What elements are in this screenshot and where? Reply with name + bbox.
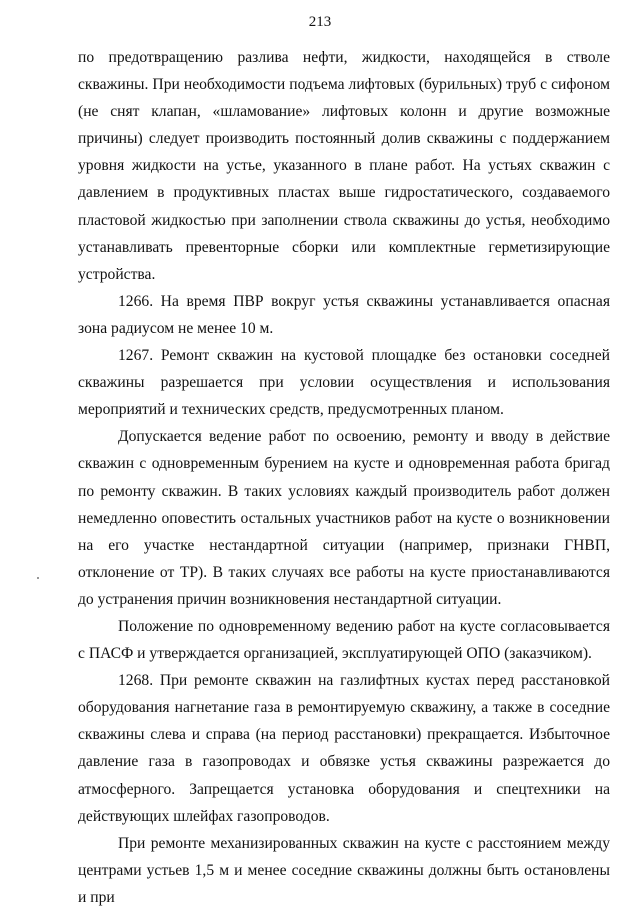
paragraph-simultaneous-work: Допускается ведение работ по освоению, ремонту и вводу в действие скважин с одновременным бурением на кусте и одновременная работа бригад по ремонту скважин. В таких условиях каждый производитель работ должен немедленно оповестить остальных участников работ на кусте о возникновении на его участке нестандартной ситуации (например, признаки ГНВП, отклонение от ТР). В таких случаях все работы на кусте приостанавливаются до устранения причин возникновения нестандартной ситуации. bbox=[78, 428, 610, 608]
paragraph-continuation: по предотвращению разлива нефти, жидкости, находящейся в стволе скважины. При необходимости подъема лифтовых (бурильных) труб с сифоном (не снят клапан, «шламование» лифтовых колонн и другие возможные причины) следует производить постоянный долив скважины с поддержанием уровня жидкости на устье, указанного в плане работ. На устьях скважин с давлением в продуктивных пластах выше гидростатического, создаваемого пластовой жидкостью при заполнении ствола скважины до устья, необходимо устанавливать превенторные сборки или комплектные герметизирующие устройства. bbox=[78, 49, 610, 283]
paragraph-1267: 1267. Ремонт скважин на кустовой площадке без остановки соседней скважины разрешается при условии осуществления и использования мероприятий и технических средств, предусмотренных планом. bbox=[78, 347, 610, 419]
paragraph-regulation-approval: Положение по одновременному ведению работ на кусте согласовывается с ПАСФ и утверждается организацией, эксплуатирующей ОПО (заказчиком). bbox=[78, 617, 610, 663]
paragraph-1268: 1268. При ремонте скважин на газлифтных кустах перед расстановкой оборудования нагнетание газа в ремонтируемую скважину, а также в соседние скважины слева и справа (на период расстановки) прекращается. Избыточное давление газа в газопроводах и обвязке устья скважины разрежается до атмосферного. Запрещается установка оборудования и спецтехники на действующих шлейфах газопроводов. bbox=[78, 672, 610, 825]
document-body bbox=[78, 44, 610, 911]
paragraph-1266: 1266. На время ПВР вокруг устья скважины устанавливается опасная зона радиусом не менее 10 м. bbox=[78, 292, 610, 337]
paragraph-mechanized-wells: При ремонте механизированных скважин на кусте с расстоянием между центрами устьев 1,5 м и менее соседние скважины должны быть остановлены и при bbox=[78, 834, 610, 906]
page-number: 213 bbox=[308, 14, 332, 30]
scan-speck bbox=[37, 577, 39, 579]
